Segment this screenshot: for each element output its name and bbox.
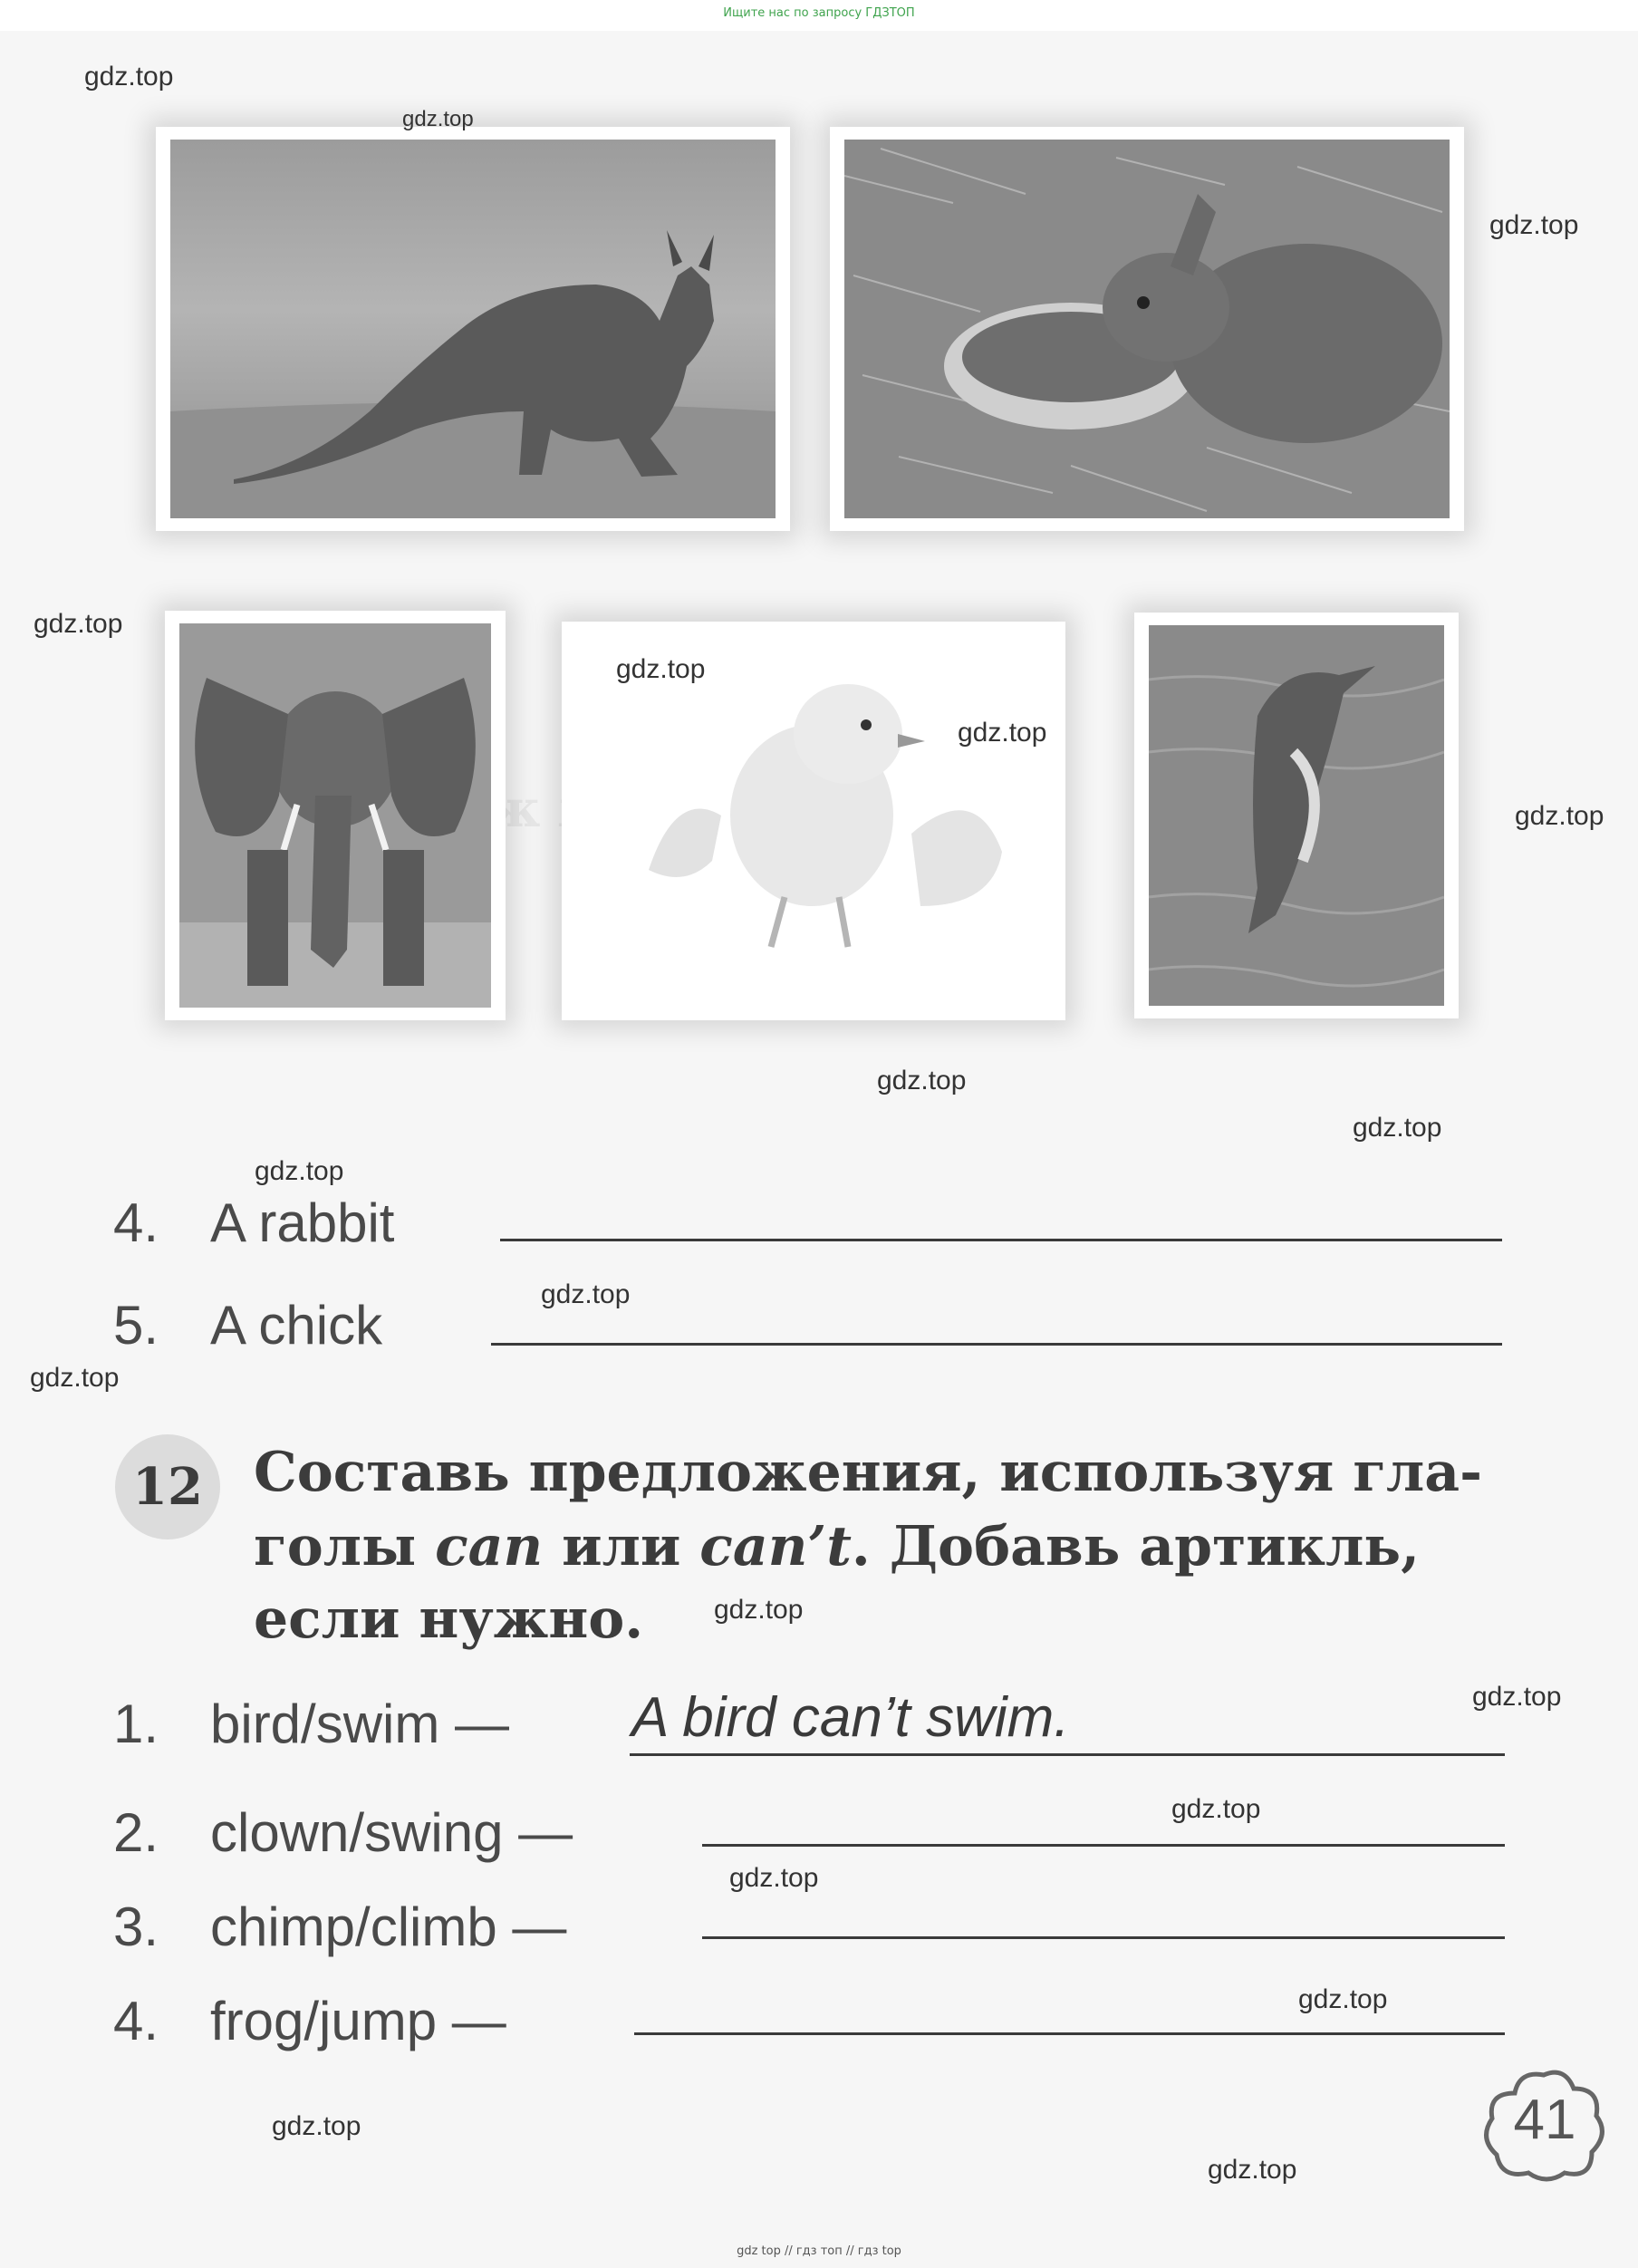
ex12-answer-line-1[interactable] [630, 1753, 1505, 1756]
watermark: gdz.top [729, 1863, 819, 1893]
watermark: gdz.top [1489, 210, 1579, 240]
ex11-item-4-text: A rabbit [210, 1192, 395, 1253]
rabbit-icon [844, 140, 1450, 518]
ex12-item-3-text: chimp/climb — [210, 1896, 567, 1957]
watermark: gdz.top [30, 1363, 120, 1393]
exercise-instruction-line-3: если нужно. [254, 1588, 644, 1651]
ex12-item-4-number: 4. [113, 1991, 159, 2051]
ex11-item-4-number: 4. [113, 1192, 159, 1253]
watermark: gdz.top [1171, 1794, 1261, 1824]
exercise-number: 12 [132, 1457, 203, 1517]
dolphin-photo [1134, 613, 1459, 1018]
watermark: gdz.top [1298, 1984, 1388, 2014]
page-number: 41 [1513, 2089, 1576, 2151]
ex12-item-4-text: frog/jump — [210, 1991, 506, 2051]
dolphin-icon [1149, 625, 1444, 1006]
word-cant: can’t [699, 1515, 852, 1578]
ex11-item-5-number: 5. [113, 1295, 159, 1356]
ex12-item-3-number: 3. [113, 1896, 159, 1957]
ex12-item-2-number: 2. [113, 1802, 159, 1863]
ex12-answer-line-4[interactable] [634, 2032, 1505, 2035]
watermark: gdz.top [1353, 1113, 1442, 1143]
bottom-banner: gdz top // гдз топ // гдз top [737, 2244, 901, 2258]
chick-icon [576, 634, 1051, 1008]
word-can: can [435, 1515, 544, 1578]
watermark: gdz.top [84, 62, 174, 92]
watermark: gdz.top [714, 1595, 804, 1625]
watermark: gdz.top [34, 609, 123, 639]
ex12-item-2-text: clown/swing — [210, 1802, 573, 1863]
watermark: gdz.top [1472, 1682, 1562, 1712]
watermark: gdz.top [958, 718, 1047, 748]
bleed-through: ж [489, 779, 541, 839]
elephant-photo [165, 611, 506, 1020]
watermark: gdz.top [616, 654, 706, 684]
ex12-answer-line-3[interactable] [702, 1936, 1505, 1939]
ex12-item-1-answer: A bird can’t swim. [631, 1686, 1070, 1749]
ex12-item-1-number: 1. [113, 1694, 159, 1754]
watermark: gdz.top [541, 1279, 631, 1309]
ex11-answer-line-5[interactable] [491, 1343, 1502, 1346]
watermark: gdz.top [1515, 801, 1604, 831]
top-banner: Ищите нас по запросу ГДЗТОП [723, 6, 915, 20]
watermark: gdz.top [1208, 2155, 1297, 2185]
ex11-item-5-text: A chick [210, 1295, 383, 1356]
watermark: gdz.top [255, 1156, 344, 1186]
watermark: gdz.top [402, 107, 474, 131]
ex12-answer-line-2[interactable] [702, 1844, 1505, 1847]
rabbit-photo [830, 127, 1464, 531]
exercise-instruction-line-2: голы can или can’t. Добавь артикль, [254, 1515, 1421, 1578]
ex12-item-1-text: bird/swim — [210, 1694, 510, 1754]
watermark: gdz.top [877, 1066, 967, 1095]
watermark: gdz.top [272, 2111, 361, 2141]
kangaroo-icon [170, 140, 776, 518]
kangaroo-photo [156, 127, 790, 531]
exercise-instruction-line-1: Составь предложения, используя гла- [254, 1441, 1483, 1504]
elephant-icon [179, 623, 491, 1008]
ex11-answer-line-4[interactable] [500, 1239, 1502, 1241]
